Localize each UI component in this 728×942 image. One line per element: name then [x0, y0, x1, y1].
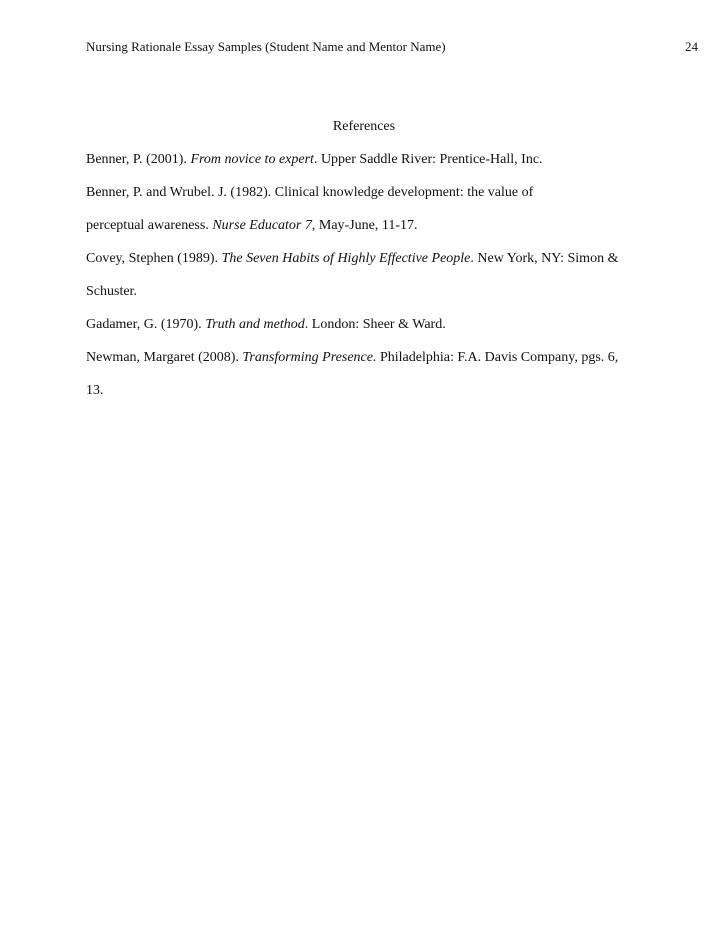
reference-line	[86, 151, 686, 169]
reference-line	[86, 184, 686, 202]
reference-line	[86, 283, 686, 301]
reference-text: Benner, P. (2001).	[86, 152, 191, 167]
reference-title: Transforming Presence.	[242, 350, 377, 365]
running-head: Nursing Rationale Essay Samples (Student Name and Mentor Name)	[86, 39, 446, 54]
reference-text: Philadelphia: F.A. Davis Company, pgs. 6,	[376, 350, 619, 365]
reference-title: Truth and method	[205, 317, 305, 332]
reference-text: Benner, P. and Wrubel. J. (1982). Clinical knowledge development: the value of	[86, 185, 534, 200]
references-heading: References	[332, 119, 396, 134]
reference-line	[86, 382, 686, 400]
reference-line	[86, 217, 686, 235]
reference-entry	[86, 184, 686, 235]
reference-entry	[86, 349, 686, 400]
reference-text: , May-June, 11-17.	[311, 218, 418, 233]
reference-text: . New York, NY: Simon &	[470, 251, 619, 266]
page-number: 24	[685, 39, 698, 54]
reference-text: . Upper Saddle River: Prentice-Hall, Inc.	[313, 152, 543, 167]
reference-title: From novice to expert	[190, 152, 314, 167]
reference-text: Gadamer, G. (1970).	[86, 317, 206, 332]
reference-text: Newman, Margaret (2008).	[86, 350, 243, 365]
reference-entry	[86, 250, 686, 301]
reference-entry	[86, 316, 686, 334]
reference-title: The Seven Habits of Highly Effective People	[221, 251, 471, 266]
reference-line	[86, 349, 686, 367]
reference-list	[86, 151, 686, 415]
reference-line	[86, 250, 686, 268]
reference-text: . London: Sheer & Ward.	[304, 317, 446, 332]
reference-title: Nurse Educator 7	[212, 218, 312, 233]
reference-line	[86, 316, 686, 334]
reference-text: perceptual awareness.	[86, 218, 213, 233]
reference-text: Covey, Stephen (1989).	[86, 251, 222, 266]
reference-text: Schuster.	[86, 284, 137, 299]
reference-text: 13.	[86, 383, 104, 398]
reference-entry	[86, 151, 686, 169]
